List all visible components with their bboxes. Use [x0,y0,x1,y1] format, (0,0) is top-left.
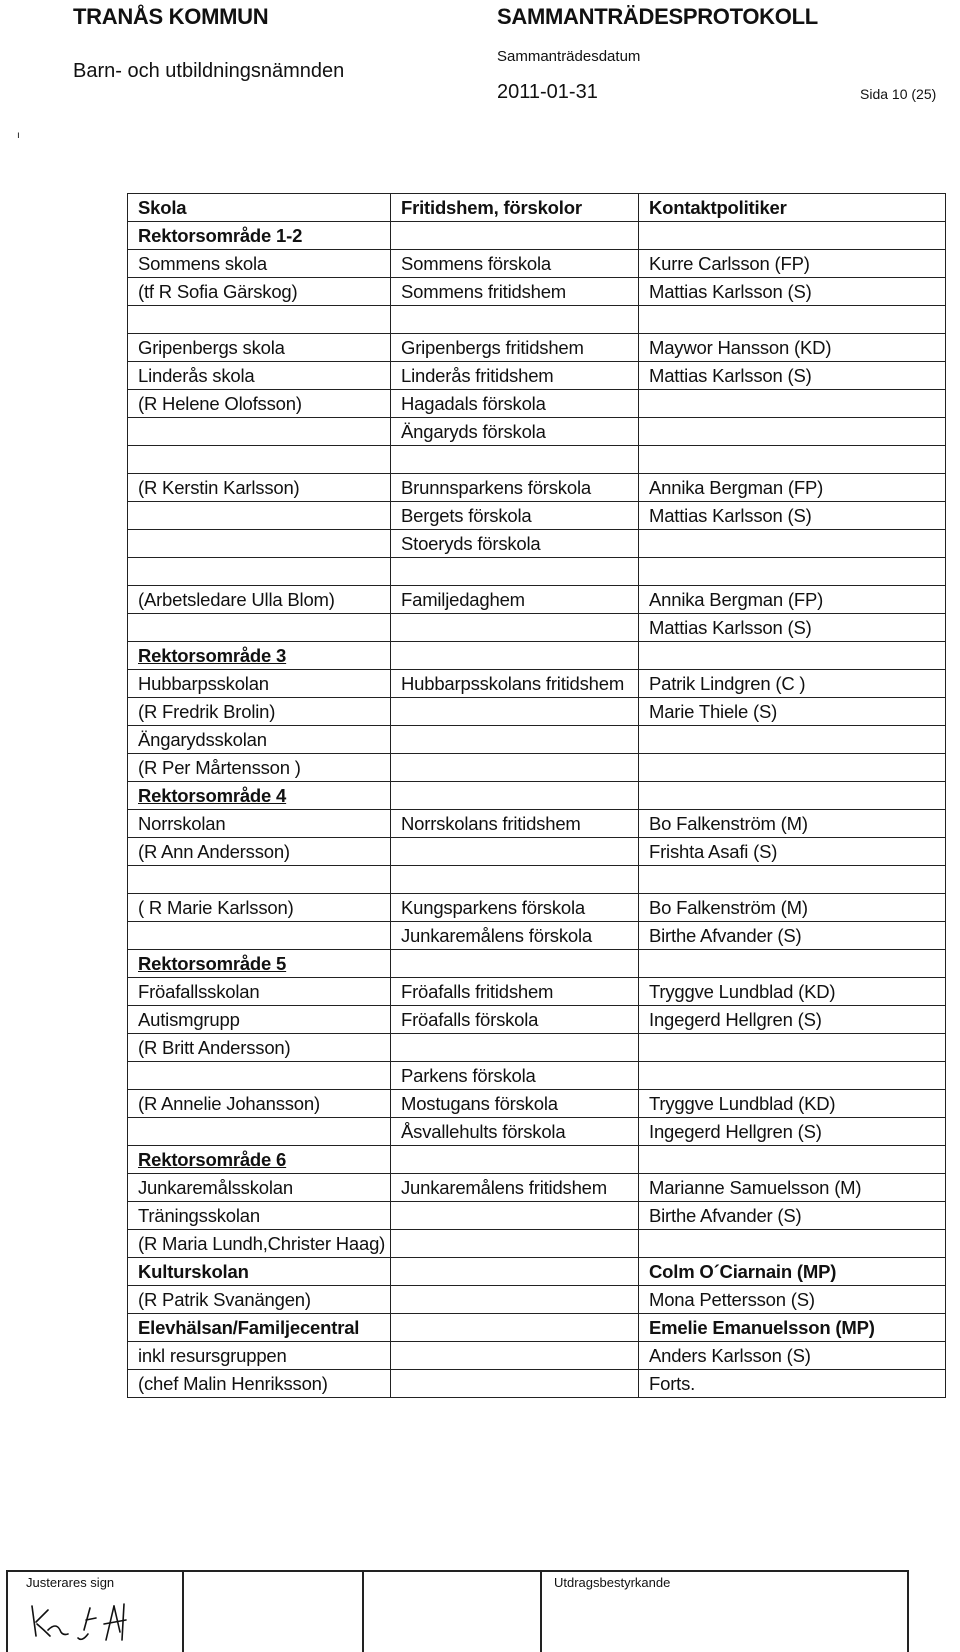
school-cell: (R Per Mårtensson ) [128,754,391,782]
table-row [128,306,946,334]
politician-cell: Mattias Karlsson (S) [639,362,946,390]
care-cell [391,866,639,894]
organization-name: TRANÅS KOMMUN [73,4,269,29]
school-contact-table-body [128,194,946,1398]
care-cell [391,726,639,754]
care-cell: Fröafalls förskola [391,1006,639,1034]
politician-cell [639,222,946,250]
politician-cell [639,726,946,754]
politician-cell: Ingegerd Hellgren (S) [639,1118,946,1146]
politician-cell [639,558,946,586]
handwritten-signature [26,1600,176,1646]
politician-cell [639,950,946,978]
school-cell [128,1062,391,1090]
school-cell: Träningsskolan [128,1202,391,1230]
table-row [128,894,946,922]
care-cell [391,1258,639,1286]
table-row [128,194,946,222]
table-row [128,446,946,474]
politician-cell: Bo Falkenström (M) [639,810,946,838]
table-row [128,1314,946,1342]
table-row [128,670,946,698]
school-cell [128,418,391,446]
care-cell [391,698,639,726]
table-row [128,810,946,838]
school-cell [128,558,391,586]
signer-box-3 [362,1570,542,1652]
signer-box [6,1570,184,1652]
table-row [128,950,946,978]
politician-cell [639,1230,946,1258]
care-cell: Hubbarpsskolans fritidshem [391,670,639,698]
school-cell: Autismgrupp [128,1006,391,1034]
politician-cell: Bo Falkenström (M) [639,894,946,922]
politician-cell: Forts. [639,1370,946,1398]
politician-cell [639,866,946,894]
politician-cell: Marianne Samuelsson (M) [639,1174,946,1202]
school-cell: (chef Malin Henriksson) [128,1370,391,1398]
extract-box [540,1570,909,1652]
politician-cell: Mona Pettersson (S) [639,1286,946,1314]
care-cell [391,614,639,642]
school-cell: Norrskolan [128,810,391,838]
school-cell: Linderås skola [128,362,391,390]
table-row [128,1034,946,1062]
care-cell: Mostugans förskola [391,1090,639,1118]
table-row [128,698,946,726]
politician-cell [639,754,946,782]
school-cell: (R Helene Olofsson) [128,390,391,418]
table-row [128,250,946,278]
care-cell [391,642,639,670]
care-cell: Sommens fritidshem [391,278,639,306]
politician-cell [639,782,946,810]
care-cell: Brunnsparkens förskola [391,474,639,502]
care-cell: Bergets förskola [391,502,639,530]
table-row [128,1370,946,1398]
care-cell [391,782,639,810]
school-cell: Gripenbergs skola [128,334,391,362]
care-cell [391,754,639,782]
table-row [128,1286,946,1314]
politician-cell [639,1034,946,1062]
care-cell [391,306,639,334]
table-row [128,502,946,530]
school-cell [128,502,391,530]
politician-cell [639,306,946,334]
care-cell: Fröafalls fritidshem [391,978,639,1006]
table-row [128,222,946,250]
table-row [128,418,946,446]
school-contact-table [127,193,946,1398]
politician-cell: Maywor Hansson (KD) [639,334,946,362]
politician-cell: Anders Karlsson (S) [639,1342,946,1370]
politician-cell [639,446,946,474]
school-cell: (tf R Sofia Gärskog) [128,278,391,306]
school-cell: Rektorsområde 5 [128,950,391,978]
school-cell: (R Kerstin Karlsson) [128,474,391,502]
document-type: SAMMANTRÄDESPROTOKOLL [497,4,818,29]
politician-cell: Tryggve Lundblad (KD) [639,1090,946,1118]
table-row [128,838,946,866]
table-row [128,1174,946,1202]
politician-cell: Mattias Karlsson (S) [639,614,946,642]
table-row [128,558,946,586]
school-cell [128,1118,391,1146]
care-cell [391,1202,639,1230]
politician-cell [639,530,946,558]
school-cell: Kulturskolan [128,1258,391,1286]
politician-cell: Ingegerd Hellgren (S) [639,1006,946,1034]
care-cell: Åsvallehults förskola [391,1118,639,1146]
politician-cell: Annika Bergman (FP) [639,474,946,502]
care-cell [391,838,639,866]
table-row [128,642,946,670]
school-cell: (R Annelie Johansson) [128,1090,391,1118]
school-cell [128,866,391,894]
politician-cell [639,418,946,446]
table-row [128,866,946,894]
school-cell [128,530,391,558]
care-cell: Junkaremålens fritidshem [391,1174,639,1202]
table-row [128,1230,946,1258]
table-row [128,1062,946,1090]
extract-label: Utdragsbestyrkande [554,1575,671,1590]
care-cell [391,1034,639,1062]
school-cell: Hubbarpsskolan [128,670,391,698]
politician-cell: Tryggve Lundblad (KD) [639,978,946,1006]
politician-cell: Mattias Karlsson (S) [639,502,946,530]
politician-cell [639,1146,946,1174]
signature-footer [0,1570,960,1650]
table-row [128,1258,946,1286]
care-cell [391,222,639,250]
politician-cell: Kontaktpolitiker [639,194,946,222]
school-cell: (R Ann Andersson) [128,838,391,866]
meeting-date-label: Sammanträdesdatum [497,48,641,65]
care-cell: Ängaryds förskola [391,418,639,446]
school-cell: Sommens skola [128,250,391,278]
school-cell: (R Britt Andersson) [128,1034,391,1062]
school-cell: (R Fredrik Brolin) [128,698,391,726]
care-cell [391,1230,639,1258]
care-cell: Linderås fritidshem [391,362,639,390]
table-row [128,586,946,614]
politician-cell: Emelie Emanuelsson (MP) [639,1314,946,1342]
school-cell: Junkaremålsskolan [128,1174,391,1202]
table-row [128,726,946,754]
table-row [128,782,946,810]
table-row [128,474,946,502]
care-cell [391,446,639,474]
care-cell [391,558,639,586]
school-cell: Elevhälsan/Familjecentral [128,1314,391,1342]
care-cell: Stoeryds förskola [391,530,639,558]
school-cell: (R Patrik Svanängen) [128,1286,391,1314]
school-cell: Ängarydsskolan [128,726,391,754]
care-cell: Gripenbergs fritidshem [391,334,639,362]
care-cell: Familjedaghem [391,586,639,614]
politician-cell: Annika Bergman (FP) [639,586,946,614]
care-cell [391,1370,639,1398]
politician-cell: Birthe Afvander (S) [639,922,946,950]
school-cell: Skola [128,194,391,222]
table-row [128,530,946,558]
table-row [128,278,946,306]
school-cell: Rektorsområde 4 [128,782,391,810]
care-cell [391,1146,639,1174]
school-cell [128,306,391,334]
politician-cell [639,1062,946,1090]
signer-label: Justerares sign [26,1575,115,1590]
signer-box-2 [182,1570,364,1652]
school-cell: Rektorsområde 1-2 [128,222,391,250]
school-cell: inkl resursgruppen [128,1342,391,1370]
table-row [128,614,946,642]
politician-cell: Mattias Karlsson (S) [639,278,946,306]
table-row [128,1146,946,1174]
table-row [128,754,946,782]
table-row [128,922,946,950]
care-cell [391,1314,639,1342]
table-row [128,978,946,1006]
school-cell [128,446,391,474]
care-cell: Fritidshem, förskolor [391,194,639,222]
school-cell: (R Maria Lundh,Christer Haag) [128,1230,391,1258]
politician-cell: Marie Thiele (S) [639,698,946,726]
school-cell [128,614,391,642]
politician-cell: Colm O´Ciarnain (MP) [639,1258,946,1286]
school-cell: Fröafallsskolan [128,978,391,1006]
table-row [128,1118,946,1146]
care-cell [391,950,639,978]
politician-cell [639,390,946,418]
school-cell: Rektorsområde 3 [128,642,391,670]
school-cell: Rektorsområde 6 [128,1146,391,1174]
politician-cell: Birthe Afvander (S) [639,1202,946,1230]
care-cell: Sommens förskola [391,250,639,278]
politician-cell [639,642,946,670]
page-number: Sida 10 (25) [860,86,937,102]
politician-cell: Patrik Lindgren (C ) [639,670,946,698]
school-cell: (Arbetsledare Ulla Blom) [128,586,391,614]
board-name: Barn- och utbildningsnämnden [73,60,345,82]
care-cell: Parkens förskola [391,1062,639,1090]
care-cell: Kungsparkens förskola [391,894,639,922]
table-row [128,1006,946,1034]
school-cell [128,922,391,950]
care-cell: Hagadals förskola [391,390,639,418]
table-row [128,1202,946,1230]
meeting-date: 2011-01-31 [497,81,598,103]
care-cell [391,1286,639,1314]
care-cell: Norrskolans fritidshem [391,810,639,838]
care-cell: Junkaremålens förskola [391,922,639,950]
school-cell: ( R Marie Karlsson) [128,894,391,922]
table-row [128,1090,946,1118]
table-row [128,390,946,418]
table-row [128,334,946,362]
politician-cell: Frishta Asafi (S) [639,838,946,866]
table-row [128,362,946,390]
table-row [128,1342,946,1370]
politician-cell: Kurre Carlsson (FP) [639,250,946,278]
margin-mark: ı [17,130,20,141]
care-cell [391,1342,639,1370]
